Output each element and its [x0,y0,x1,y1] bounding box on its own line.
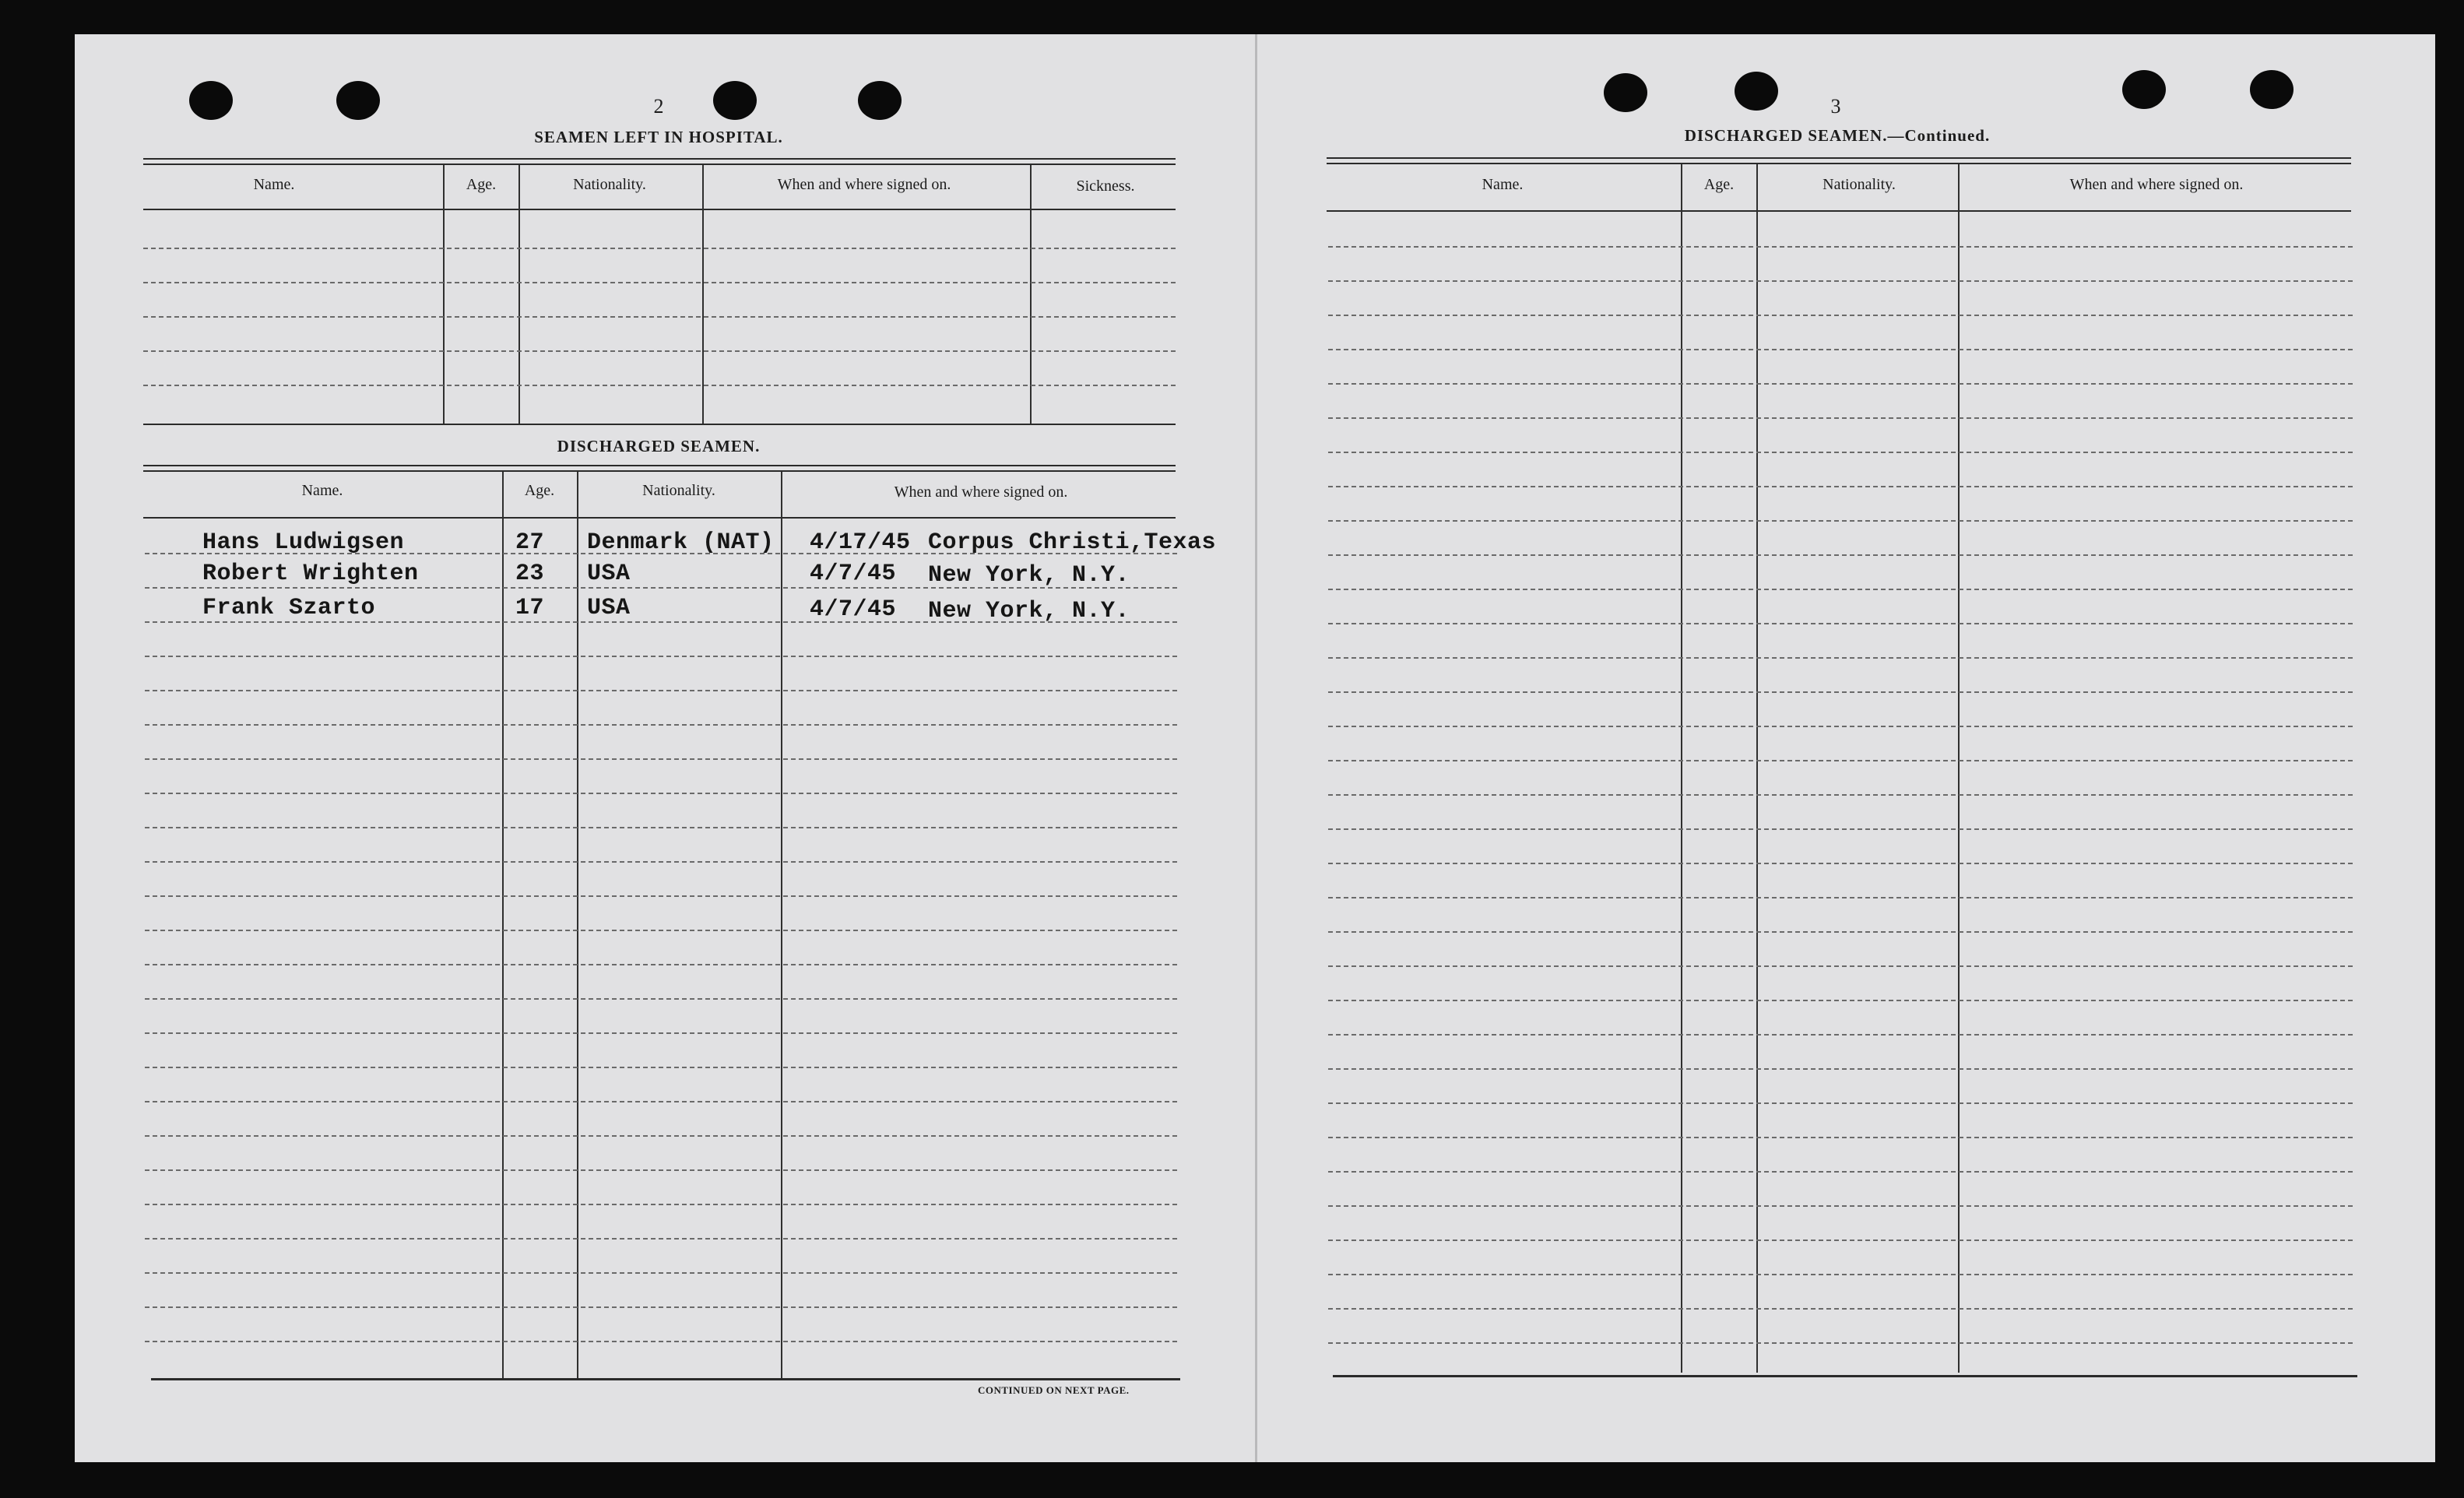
dashed-row-line [1328,931,2353,933]
continued-col-signed-on: When and where signed on. [2069,176,2244,193]
dashed-row-line [145,758,1177,760]
rule [1333,1375,2357,1377]
dashed-row-line [1328,623,2353,624]
rule [1327,157,2351,159]
dashed-row-line [1328,1308,2353,1310]
dashed-row-line [1328,554,2353,556]
dashed-row-line [145,724,1177,726]
dashed-row-line [1328,315,2353,316]
hospital-col-nationality: Nationality. [573,176,646,193]
dashed-row-line [1328,417,2353,419]
dashed-row-line [145,1169,1177,1171]
seaman-age: 27 [515,529,545,556]
column-divider [577,472,578,1378]
hospital-col-sickness: Sickness. [1076,178,1135,195]
discharged-continued-title: DISCHARGED SEAMEN.—Continued. [1684,126,1991,145]
discharged-section-title: DISCHARGED SEAMEN. [557,437,761,455]
dashed-row-line [1328,383,2353,385]
rule [143,164,1176,165]
dashed-row-line [1328,589,2353,590]
discharged-col-signed-on: When and where signed on. [894,484,1068,501]
dashed-row-line [1328,1274,2353,1275]
dashed-row-line [145,656,1177,657]
dashed-row-line [145,1067,1177,1068]
dashed-row-line [143,350,1176,352]
dashed-row-line [1328,897,2353,898]
rule [143,209,1176,210]
page-number-left: 2 [653,95,664,118]
rule [143,517,1176,519]
dashed-row-line [1328,1342,2353,1344]
rule [143,465,1176,466]
signed-on-date: 4/7/45 [810,596,897,623]
rule [143,158,1176,160]
signed-on-date: 4/17/45 [810,529,911,556]
punch-hole [1604,73,1647,112]
seaman-name: Robert Wrighten [202,561,419,587]
dashed-row-line [145,1204,1177,1205]
column-divider [1756,164,1758,1373]
dashed-row-line [1328,657,2353,659]
signed-on-place: Corpus Christi,Texas [928,529,1217,556]
seaman-nationality: Denmark (NAT) [587,529,775,556]
dashed-row-line [145,998,1177,1000]
dashed-row-line [145,1238,1177,1240]
column-divider [1681,164,1682,1373]
dashed-row-line [145,964,1177,965]
dashed-row-line [1328,1240,2353,1241]
seaman-age: 23 [515,561,545,587]
dashed-row-line [1328,691,2353,693]
continued-col-nationality: Nationality. [1823,176,1896,193]
dashed-row-line [1328,1137,2353,1138]
page-number-right: 3 [1830,95,1841,118]
continued-note: CONTINUED ON NEXT PAGE. [978,1384,1130,1396]
dashed-row-line [143,316,1176,318]
punch-hole [858,81,902,120]
dashed-row-line [1328,828,2353,830]
seaman-nationality: USA [587,561,631,587]
column-divider [1958,164,1960,1373]
dashed-row-line [145,1306,1177,1308]
page-fold [1255,34,1257,1462]
dashed-row-line [145,861,1177,863]
hospital-col-signed-on: When and where signed on. [777,176,951,193]
dashed-row-line [1328,280,2353,282]
punch-hole [713,81,757,120]
dashed-row-line [1328,863,2353,864]
punch-hole [1735,72,1778,111]
continued-col-name: Name. [1482,176,1524,193]
seaman-name: Hans Ludwigsen [202,529,405,556]
dashed-row-line [145,1101,1177,1102]
dashed-row-line [1328,965,2353,967]
rule [1327,163,2351,164]
discharged-col-nationality: Nationality. [642,482,715,499]
punch-hole [189,81,233,120]
dashed-row-line [145,827,1177,828]
hospital-col-age: Age. [466,176,497,193]
dashed-row-line [1328,1205,2353,1207]
hospital-col-name: Name. [253,176,295,193]
column-divider [502,472,504,1378]
rule [1327,210,2351,212]
dashed-row-line [1328,1000,2353,1001]
dashed-row-line [143,248,1176,249]
discharged-col-age: Age. [524,482,555,499]
column-divider [781,472,782,1378]
dashed-row-line [1328,1068,2353,1070]
dashed-row-line [145,895,1177,897]
rule [151,1378,1180,1380]
right-page [1257,34,2435,1462]
seaman-name: Frank Szarto [202,595,376,621]
dashed-row-line [145,1341,1177,1342]
dashed-row-line [1328,794,2353,796]
dashed-row-line [1328,520,2353,522]
continued-col-age: Age. [1703,176,1735,193]
dashed-row-line [143,385,1176,386]
punch-hole [336,81,380,120]
dashed-row-line [145,1272,1177,1274]
dashed-row-line [1328,1171,2353,1173]
signed-on-place: New York, N.Y. [928,562,1130,589]
dashed-row-line [145,1135,1177,1137]
dashed-row-line [1328,349,2353,350]
dashed-row-line [1328,246,2353,248]
dashed-row-line [1328,760,2353,761]
dashed-row-line [1328,726,2353,727]
seaman-age: 17 [515,595,545,621]
dashed-row-line [145,1032,1177,1034]
signed-on-place: New York, N.Y. [928,598,1130,624]
dashed-row-line [145,930,1177,931]
dashed-row-line [1328,1102,2353,1104]
seaman-nationality: USA [587,595,631,621]
dashed-row-line [143,282,1176,283]
punch-hole [2250,70,2294,109]
dashed-row-line [1328,486,2353,487]
rule [143,424,1176,425]
rule [143,470,1176,472]
hospital-section-title: SEAMEN LEFT IN HOSPITAL. [534,128,783,146]
signed-on-date: 4/7/45 [810,561,897,587]
dashed-row-line [1328,452,2353,453]
dashed-row-line [145,793,1177,794]
punch-hole [2122,70,2166,109]
dashed-row-line [145,690,1177,691]
discharged-col-name: Name. [301,482,343,499]
dashed-row-line [1328,1034,2353,1036]
